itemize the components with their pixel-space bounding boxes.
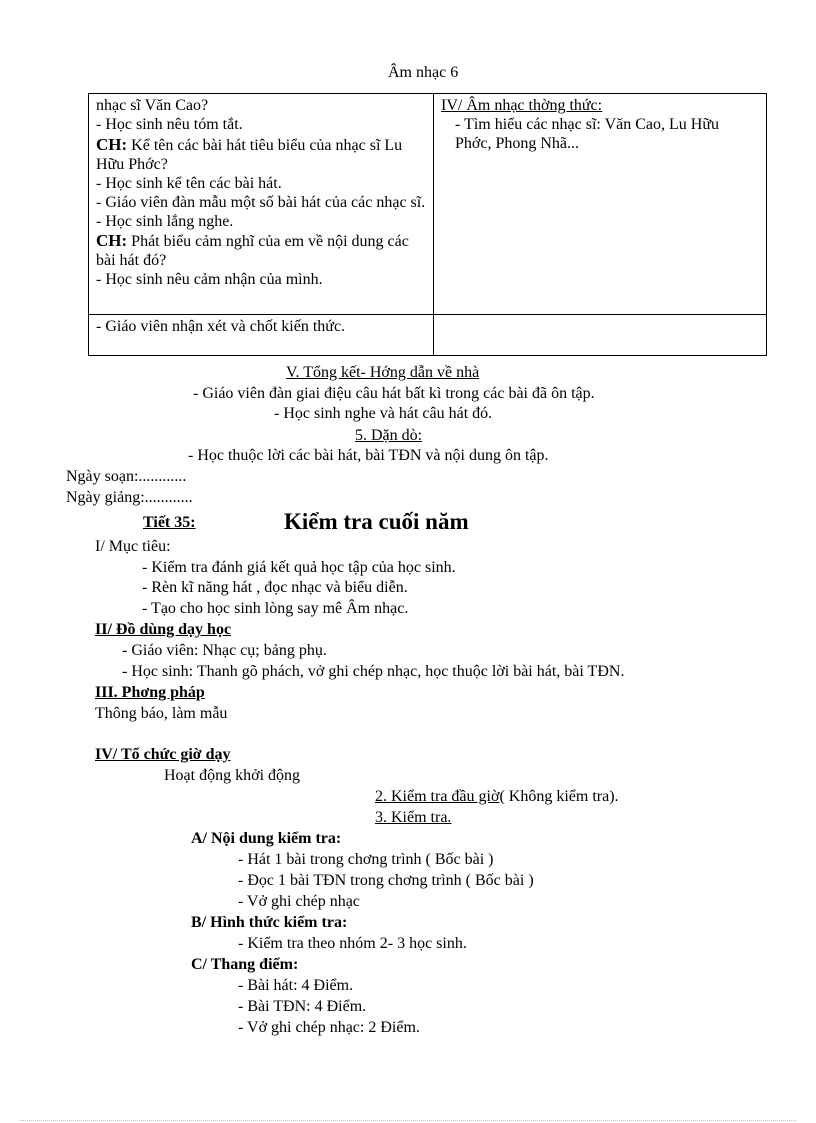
cell-line: - Học sinh nêu tóm tắt. xyxy=(96,116,243,133)
homework-heading: 5. Dặn dò: xyxy=(355,427,423,444)
cell-line: - Giáo viên nhận xét và chốt kiến thức. xyxy=(96,318,346,335)
method-text: Thông báo, làm mẫu xyxy=(95,705,228,722)
content-heading: A/ Nội dung kiểm tra: xyxy=(191,830,342,847)
summary-line: - Học sinh nghe và hát câu hát đó. xyxy=(274,405,493,422)
cell-line: - Học sinh nêu cảm nhận của mình. xyxy=(96,271,323,288)
page-divider xyxy=(20,1120,796,1121)
lesson-table xyxy=(88,93,767,356)
content-item: - Hát 1 bài trong chơng trình ( Bốc bài ) xyxy=(238,851,494,868)
scale-item: - Bài TĐN: 4 Điểm. xyxy=(238,998,367,1015)
form-heading: B/ Hình thức kiểm tra: xyxy=(191,914,348,931)
cell-line: - Giáo viên đàn mẫu một số bài hát của các nhạc sĩ. xyxy=(96,194,426,211)
cell-line: - Học sinh lắng nghe. xyxy=(96,213,234,230)
lesson-number: Tiết 35: xyxy=(143,514,196,531)
question-label: CH: xyxy=(96,135,128,154)
material-item: - Học sinh: Thanh gõ phách, vở ghi chép nhạc, học thuộc lời bài hát, bài TĐN. xyxy=(122,663,625,680)
question-line xyxy=(96,135,426,174)
check-heading: 3. Kiểm tra. xyxy=(375,809,452,826)
activity-cell xyxy=(89,94,434,315)
content-cell xyxy=(434,315,767,356)
date-prepared: Ngày soạn:............ xyxy=(66,468,187,485)
question-text: Phát biểu cảm nghĩ của em về nội dung các bài hát đó? xyxy=(96,233,409,269)
activity-cell xyxy=(89,315,434,356)
cell-line: nhạc sĩ Văn Cao? xyxy=(96,97,209,114)
form-item: - Kiểm tra theo nhóm 2- 3 học sinh. xyxy=(238,935,467,952)
page-header: Âm nhạc 6 xyxy=(388,64,459,81)
table-row xyxy=(89,315,767,356)
scale-item: - Vở ghi chép nhạc: 2 Điểm. xyxy=(238,1019,420,1036)
section-heading: IV/ Âm nhạc thờng thức: xyxy=(441,97,603,114)
content-item: - Đọc 1 bài TĐN trong chơng trình ( Bốc bài ) xyxy=(238,872,534,889)
method-heading: III. Phơng pháp xyxy=(95,684,205,701)
scale-item: - Bài hát: 4 Điểm. xyxy=(238,977,354,994)
material-item: - Giáo viên: Nhạc cụ; bảng phụ. xyxy=(122,642,327,659)
check-start-label: 2. Kiểm tra đầu giờ xyxy=(375,788,500,805)
table-row xyxy=(89,94,767,315)
objective-item: - Tạo cho học sinh lòng say mê Âm nhạc. xyxy=(142,600,409,617)
objective-item: - Rèn kĩ năng hát , đọc nhạc và biểu diễn. xyxy=(142,579,408,596)
homework-line: - Học thuộc lời các bài hát, bài TĐN và nội dung ôn tập. xyxy=(188,447,549,464)
lesson-title: Kiểm tra cuối năm xyxy=(284,509,469,534)
scale-heading: C/ Thang điểm: xyxy=(191,956,299,973)
date-taught: Ngày giảng:............ xyxy=(66,489,193,506)
question-label: CH: xyxy=(96,231,128,250)
organize-heading: IV/ Tổ chức giờ dạy xyxy=(95,746,231,763)
question-text: Kể tên các bài hát tiêu biểu của nhạc sĩ Lu Hữu Phớc? xyxy=(96,137,403,173)
summary-line: - Giáo viên đàn giai điệu câu hát bất kì trong các bài đã ôn tập. xyxy=(193,385,595,402)
materials-heading: II/ Đồ dùng dạy học xyxy=(95,621,232,638)
check-start-line xyxy=(375,787,619,807)
check-start-note: ( Không kiểm tra). xyxy=(499,788,619,805)
warmup-text: Hoạt động khởi động xyxy=(164,767,301,784)
content-item: - Vở ghi chép nhạc xyxy=(238,893,360,910)
cell-line: - Học sinh kể tên các bài hát. xyxy=(96,175,282,192)
cell-line: - Tìm hiểu các nhạc sĩ: Văn Cao, Lu Hữu Phớc, Phong Nhã... xyxy=(455,116,720,152)
objective-item: - Kiểm tra đánh giá kết quả học tập của học sinh. xyxy=(142,559,456,576)
summary-heading: V. Tổng kết- Hớng dẫn về nhà xyxy=(286,364,480,381)
objectives-heading: I/ Mục tiêu: xyxy=(95,538,171,555)
content-cell xyxy=(434,94,767,315)
question-line xyxy=(96,231,426,270)
